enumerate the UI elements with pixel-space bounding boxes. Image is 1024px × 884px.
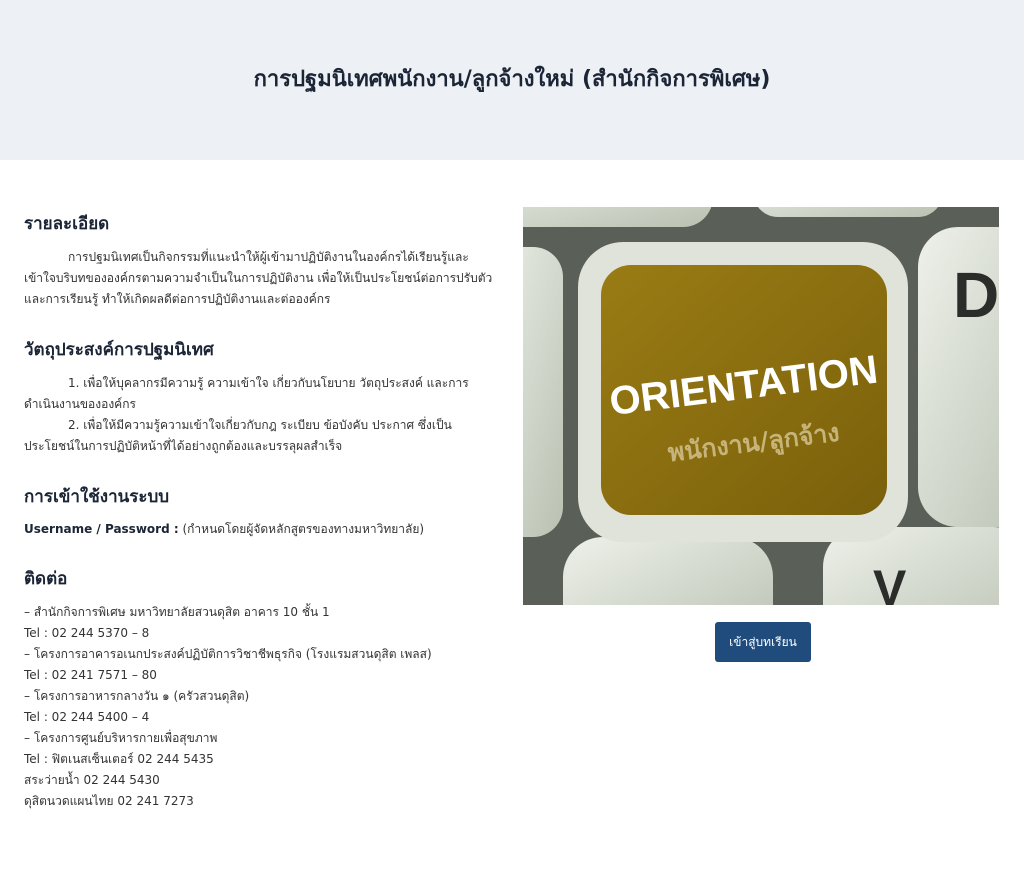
contact-line: Tel : ฟิตเนสเซ็นเตอร์ 02 244 5435 (24, 752, 214, 766)
page-title: การปฐมนิเทศพนักงาน/ลูกจ้างใหม่ (สำนักกิจการพิเศษ) (253, 66, 771, 92)
contact-heading: ติดต่อ (24, 569, 68, 589)
enter-lesson-button[interactable]: เข้าสู่บทเรียน (715, 622, 811, 662)
login-section (24, 483, 500, 539)
orientation-image (523, 207, 999, 605)
objectives-heading: วัตถุประสงค์การปฐมนิเทศ (24, 340, 214, 360)
objectives-section (24, 336, 500, 457)
media-column (523, 207, 999, 662)
contact-line: – โครงการอาคารอเนกประสงค์ปฏิบัติการวิชาชีพธุรกิจ (โรงแรมสวนดุสิต เพลส) (24, 647, 432, 661)
key-sub-text: พนักงาน/ลูกจ้าง (666, 417, 842, 468)
keyboard-illustration (523, 207, 999, 605)
contact-line: Tel : 02 241 7571 – 80 (24, 668, 157, 682)
login-label: Username / Password : (24, 522, 179, 536)
details-section (24, 210, 500, 310)
keyboard-key (563, 537, 773, 605)
contact-section (24, 565, 500, 812)
action-bar (523, 622, 999, 662)
keyboard-key (523, 247, 563, 537)
login-info (24, 520, 500, 539)
keyboard-key (753, 207, 943, 217)
contact-line: – โครงการศูนย์บริหารกายเพื่อสุขภาพ (24, 731, 218, 745)
contact-line: Tel : 02 244 5370 – 8 (24, 626, 150, 640)
details-text: การปฐมนิเทศเป็นกิจกรรมที่แนะนำให้ผู้เข้ามาปฏิบัติงานในองค์กรได้เรียนรู้และเข้าใจบริบทขององค์กรตามความจำเป็นในการปฏิบัติงาน เพื่อให้เป็นประโยชน์ต่อการปรับตัวและการเรียนรู้ ทำให้เกิดผลดีต่อการปฏิบัติงานและต่อองค์กร (24, 250, 493, 306)
contact-line: – สำนักกิจการพิเศษ มหาวิทยาลัยสวนดุสิต อาคาร 10 ชั้น 1 (24, 605, 330, 619)
key-main-text: ORIENTATION (607, 347, 881, 425)
key-d-letter: D (953, 259, 999, 331)
info-column (24, 210, 500, 838)
contact-line: สระว่ายน้ำ 02 244 5430 (24, 773, 160, 787)
contact-line: Tel : 02 244 5400 – 4 (24, 710, 150, 724)
contact-line: – โครงการอาหารกลางวัน ๑ (ครัวสวนดุสิต) (24, 689, 250, 703)
objective-item: 2. เพื่อให้มีความรู้ความเข้าใจเกี่ยวกับกฎ ระเบียบ ข้อบังคับ ประกาศ ซึ่งเป็นประโยชน์ในการปฏิบัติหน้าที่ได้อย่างถูกต้องและบรรลุผลสำเร็จ (24, 418, 452, 453)
key-v-letter: V (873, 560, 907, 605)
main-content (0, 160, 1024, 884)
contact-line: ดุสิตนวดแผนไทย 02 241 7273 (24, 794, 194, 808)
page-header (0, 0, 1024, 160)
keyboard-key (523, 207, 713, 227)
login-note: (กำหนดโดยผู้จัดหลักสูตรของทางมหาวิทยาลัย) (182, 522, 425, 536)
objective-item: 1. เพื่อให้บุคลากรมีความรู้ ความเข้าใจ เกี่ยวกับนโยบาย วัตถุประสงค์ และการดำเนินงานขององค์กร (24, 376, 469, 411)
details-heading: รายละเอียด (24, 214, 110, 234)
login-heading: การเข้าใช้งานระบบ (24, 487, 170, 507)
